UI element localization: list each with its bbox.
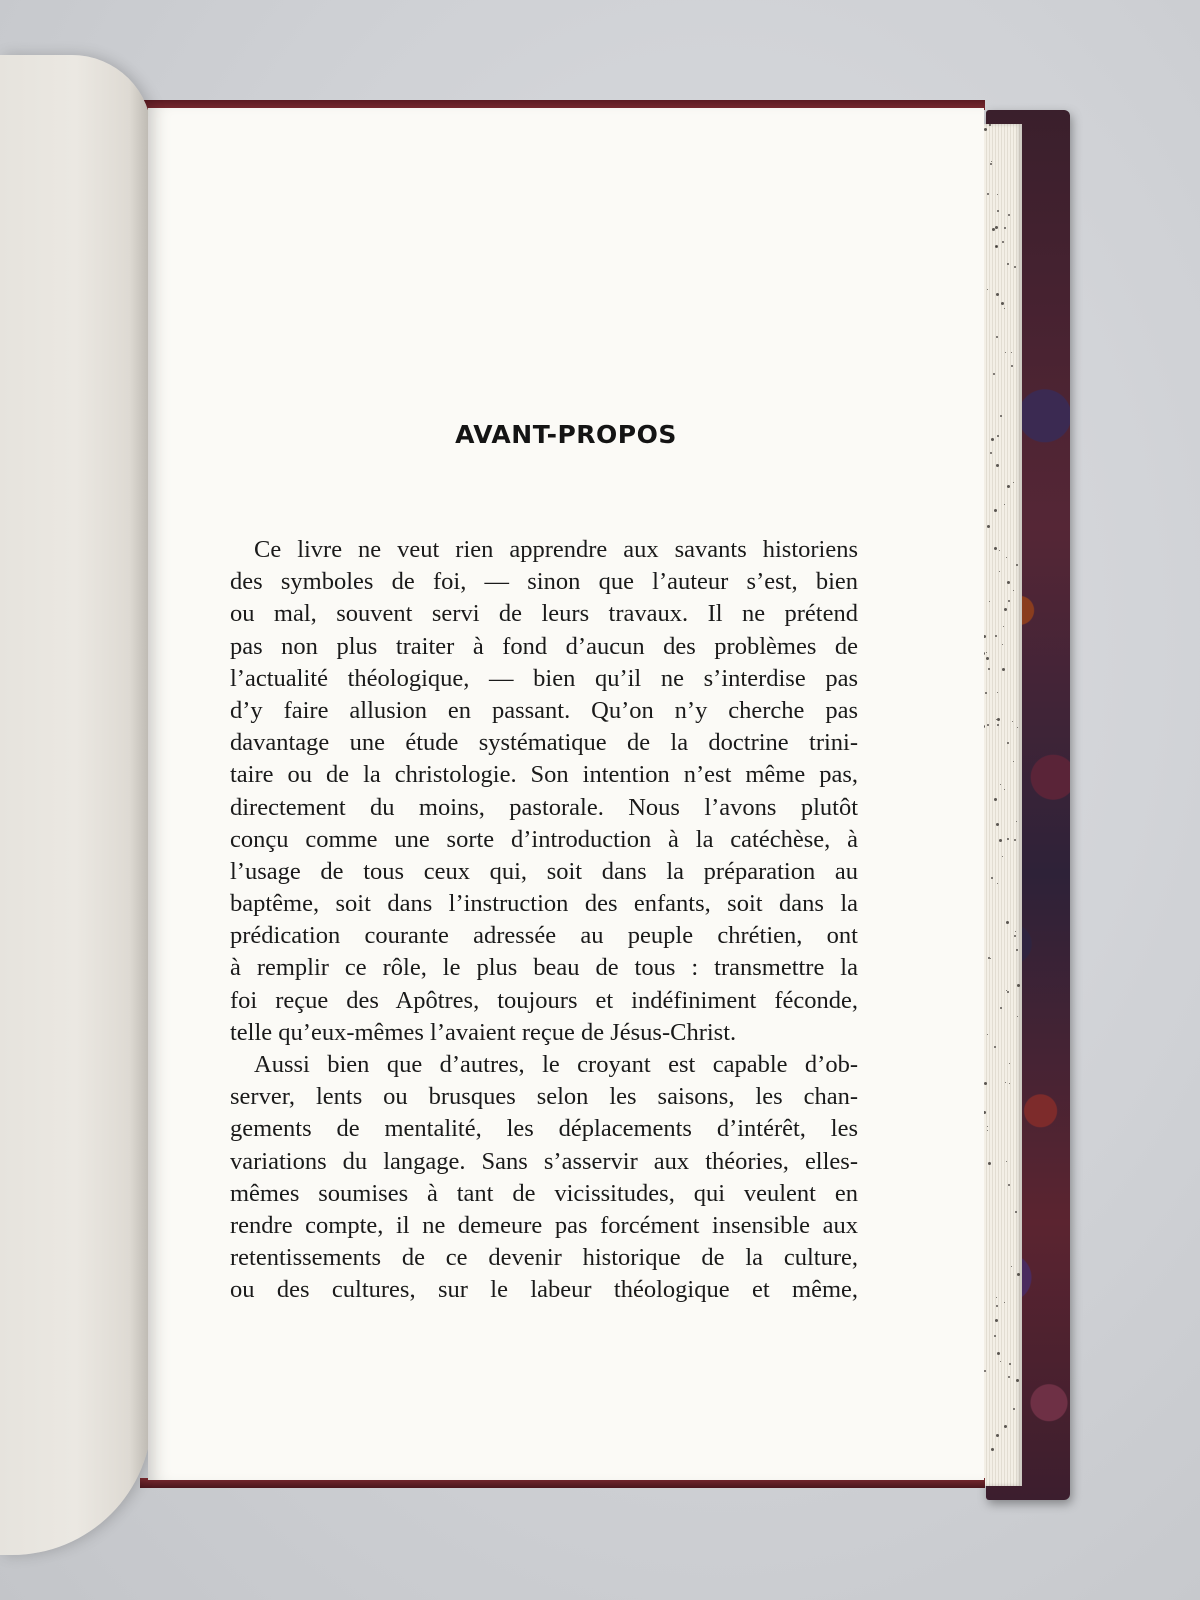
- edge-speckle: [1007, 838, 1009, 840]
- edge-speckle: [1004, 308, 1005, 309]
- edge-speckle: [1013, 761, 1014, 762]
- edge-speckle: [1006, 990, 1007, 991]
- edge-speckle: [999, 550, 1000, 551]
- edge-speckle: [1016, 821, 1017, 822]
- edge-speckle: [1004, 1302, 1005, 1303]
- edge-speckle: [1015, 1211, 1017, 1213]
- edge-speckle: [997, 435, 999, 437]
- text-line: ou mal, souvent servi de leurs travaux. Il ne prétend: [230, 600, 858, 628]
- edge-speckle: [986, 657, 989, 660]
- text-line: prédication courante adressée au peuple chrétien, ont: [230, 922, 858, 950]
- text-line: mêmes soumises à tant de vicissitudes, qui veulent en: [230, 1179, 858, 1207]
- edge-speckle: [1000, 1361, 1001, 1362]
- edge-speckle: [1012, 721, 1013, 722]
- edge-speckle: [1017, 727, 1018, 728]
- edge-speckle: [1004, 789, 1005, 790]
- text-line: taire ou de la christologie. Son intention n’est même pas,: [230, 761, 858, 789]
- text-line: server, lents ou brusques selon les saisons, les chan-: [230, 1083, 858, 1111]
- edge-speckle: [991, 1448, 994, 1451]
- edge-speckle: [994, 1046, 996, 1048]
- edge-speckle: [1011, 365, 1013, 367]
- edge-speckle: [1005, 1082, 1006, 1083]
- edge-speckle: [997, 194, 998, 195]
- text-line: à remplir ce rôle, le plus beau de tous : transmettre la: [230, 954, 858, 982]
- edge-speckle: [996, 336, 998, 338]
- edge-speckle: [991, 161, 992, 162]
- edge-speckle: [1004, 227, 1006, 229]
- text-line: d’y faire allusion en passant. Qu’on n’y cherche pas: [230, 696, 858, 724]
- edge-speckle: [1004, 1425, 1007, 1428]
- edge-speckle: [997, 718, 1000, 721]
- edge-speckle: [994, 1335, 996, 1337]
- text-line: des symboles de foi, — sinon que l’auteur s’est, bien: [230, 568, 858, 596]
- edge-speckle: [996, 719, 997, 720]
- text-line: davantage une étude systématique de la doctrine trini-: [230, 729, 858, 757]
- edge-speckle: [1007, 581, 1010, 584]
- edge-speckle: [990, 452, 992, 454]
- edge-speckle: [1008, 600, 1010, 602]
- edge-speckle: [985, 692, 987, 694]
- edge-speckle: [1001, 302, 1004, 305]
- edge-speckle: [991, 438, 994, 441]
- edge-speckle: [1008, 1376, 1010, 1378]
- edge-speckle: [984, 128, 987, 131]
- edge-speckle: [987, 193, 989, 195]
- text-line: variations du langage. Sans s’asservir aux théories, elles-: [230, 1147, 858, 1175]
- edge-speckle: [1011, 1266, 1012, 1267]
- edge-speckle: [995, 226, 998, 229]
- edge-speckle: [1006, 921, 1009, 924]
- edge-speckle: [987, 525, 990, 528]
- edge-speckle: [987, 289, 988, 290]
- edge-speckle: [1016, 1379, 1019, 1382]
- edge-speckle: [987, 1126, 988, 1127]
- edge-speckle: [999, 839, 1002, 842]
- edge-speckle: [986, 652, 987, 653]
- edge-speckle: [1002, 644, 1003, 645]
- right-page: [148, 108, 984, 1480]
- edge-speckle: [984, 1370, 986, 1372]
- edge-speckle: [1014, 266, 1016, 268]
- edge-speckle: [1003, 626, 1004, 627]
- edge-speckle: [996, 1434, 999, 1437]
- edge-speckle: [1009, 1063, 1010, 1064]
- edge-speckle: [995, 635, 997, 637]
- text-line: l’usage de tous ceux qui, soit dans la préparation au: [230, 857, 858, 885]
- edge-speckle: [1013, 590, 1014, 591]
- edge-speckle: [987, 724, 989, 726]
- text-line: rendre compte, il ne demeure pas forcément insensible aux: [230, 1211, 858, 1239]
- edge-speckle: [996, 464, 999, 467]
- edge-speckle: [1015, 931, 1016, 932]
- edge-speckle: [988, 668, 990, 670]
- edge-speckle: [988, 1162, 991, 1165]
- edge-speckle: [990, 958, 991, 959]
- edge-speckle: [996, 823, 999, 826]
- body-text: [230, 534, 858, 1307]
- edge-speckle: [1008, 1184, 1010, 1186]
- edge-speckle: [1009, 1083, 1010, 1084]
- text-line: Aussi bien que d’autres, le croyant est capable d’ob-: [254, 1051, 858, 1078]
- edge-speckle: [1002, 241, 1004, 243]
- edge-speckle: [1013, 1408, 1015, 1410]
- edge-speckle: [1007, 991, 1009, 993]
- edge-speckle: [994, 547, 997, 550]
- edge-speckle: [996, 293, 999, 296]
- edge-speckle: [1004, 504, 1005, 505]
- edge-speckle: [1008, 214, 1010, 216]
- text-line: directement du moins, pastorale. Nous l’avons plutôt: [230, 793, 858, 821]
- text-line: Ce livre ne veut rien apprendre aux savants historiens: [254, 536, 858, 563]
- text-line: pas non plus traiter à fond d’aucun des problèmes de: [230, 632, 858, 660]
- edge-speckle: [989, 124, 991, 126]
- edge-speckle: [1016, 564, 1018, 566]
- edge-speckle: [994, 509, 997, 512]
- edge-speckle: [1007, 742, 1009, 744]
- edge-speckle: [1017, 1016, 1018, 1017]
- edge-speckle: [1005, 352, 1006, 353]
- text-line: conçu comme une sorte d’introduction à la catéchèse, à: [230, 825, 858, 853]
- text-line: foi reçue des Apôtres, toujours et indéfiniment féconde,: [230, 986, 858, 1014]
- edge-speckle: [997, 210, 999, 212]
- edge-speckle: [1017, 1273, 1020, 1276]
- edge-speckle: [1000, 415, 1002, 417]
- edge-speckle: [984, 1082, 987, 1085]
- text-line: ou des cultures, sur le labeur théologique et même,: [230, 1276, 858, 1304]
- edge-speckle: [996, 1305, 998, 1307]
- edge-speckle: [1014, 935, 1016, 937]
- edge-speckle: [988, 957, 990, 959]
- edge-speckle: [987, 1034, 988, 1035]
- edge-speckle: [1011, 352, 1012, 353]
- text-line: baptême, soit dans l’instruction des enfants, soit dans la: [230, 890, 858, 918]
- edge-speckle: [994, 798, 997, 801]
- text-line: gements de mentalité, les déplacements d’intérêt, les: [230, 1115, 858, 1143]
- page-heading: AVANT-PROPOS: [455, 420, 677, 449]
- edge-speckle: [996, 1297, 997, 1298]
- edge-speckle: [1009, 1363, 1011, 1365]
- text-line: l’actualité théologique, — bien qu’il ne s’interdise pas: [230, 664, 858, 692]
- edge-speckle: [1014, 839, 1016, 841]
- edge-speckle: [1013, 482, 1014, 483]
- edge-speckle: [997, 883, 998, 884]
- text-line: telle qu’eux-mêmes l’avaient reçue de Jésus-Christ.: [230, 1018, 737, 1046]
- edge-speckle: [990, 163, 992, 165]
- edge-speckle: [993, 373, 995, 375]
- left-page-curl: [0, 55, 152, 1555]
- edge-speckle: [997, 724, 999, 726]
- edge-speckle: [991, 877, 993, 879]
- edge-speckle: [1002, 668, 1005, 671]
- edge-speckle: [999, 571, 1000, 572]
- text-line: retentissements de ce devenir historique de la culture,: [230, 1244, 858, 1272]
- edge-speckle: [1002, 856, 1003, 857]
- edge-speckle: [1006, 1161, 1007, 1162]
- edge-speckle: [1000, 784, 1001, 785]
- edge-speckle: [995, 1319, 998, 1322]
- edge-speckle: [1007, 485, 1010, 488]
- page-stack-edge: [978, 124, 1022, 1486]
- edge-speckle: [997, 1352, 1000, 1355]
- edge-speckle: [1017, 984, 1020, 987]
- edge-speckle: [987, 1130, 988, 1131]
- edge-speckle: [1004, 608, 1007, 611]
- edge-speckle: [1016, 949, 1018, 951]
- edge-speckle: [995, 245, 998, 248]
- edge-speckle: [1000, 1007, 1002, 1009]
- edge-speckle: [1006, 557, 1007, 558]
- edge-speckle: [989, 601, 990, 602]
- edge-speckle: [1007, 263, 1009, 265]
- edge-speckle: [997, 692, 998, 693]
